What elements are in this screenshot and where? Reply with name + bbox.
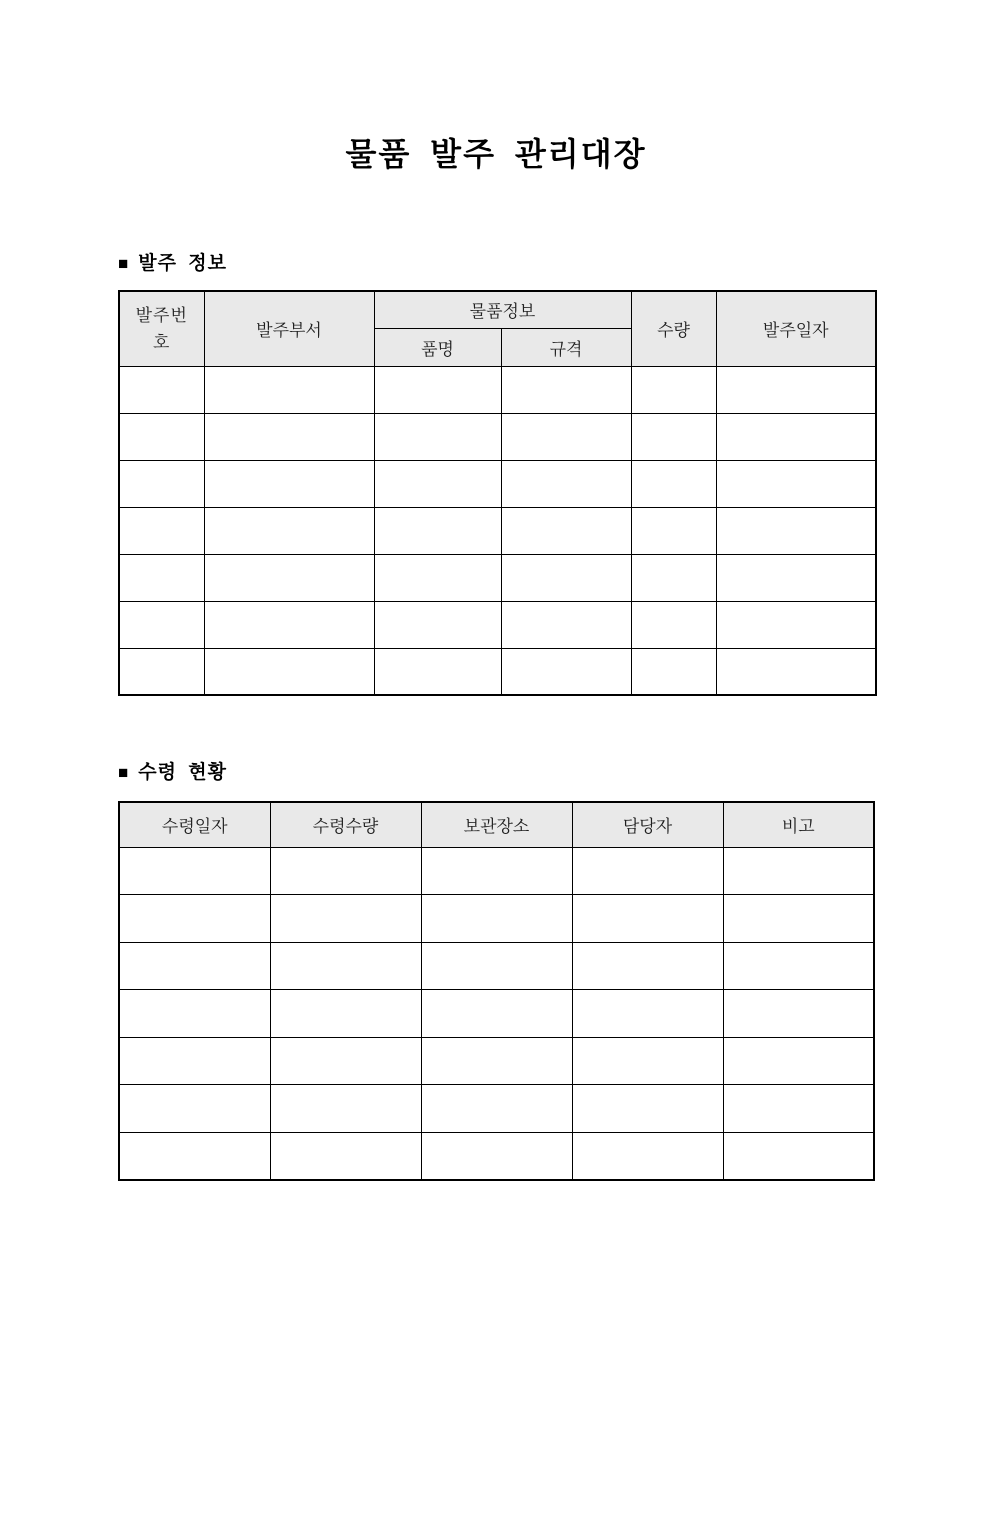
empty-cell: [119, 460, 204, 507]
empty-cell: [119, 942, 270, 990]
section-heading-label: 발주 정보: [138, 253, 227, 274]
empty-cell: [631, 460, 716, 507]
empty-cell: [204, 366, 374, 413]
empty-cell: [374, 601, 501, 648]
empty-table-row: [119, 366, 876, 413]
empty-table-row: [119, 1132, 874, 1180]
empty-cell: [572, 1037, 723, 1085]
empty-table-row: [119, 413, 876, 460]
empty-cell: [716, 648, 876, 695]
column-header-order-dept: 발주부서: [204, 291, 374, 366]
empty-table-row: [119, 942, 874, 990]
empty-cell: [501, 648, 631, 695]
empty-cell: [270, 1037, 421, 1085]
empty-cell: [631, 507, 716, 554]
empty-cell: [119, 554, 204, 601]
empty-cell: [631, 648, 716, 695]
empty-table-row: [119, 847, 874, 895]
empty-cell: [119, 1085, 270, 1133]
order-table: [118, 290, 877, 696]
empty-table-row: [119, 895, 874, 943]
empty-cell: [374, 366, 501, 413]
column-header-spec: 규격: [501, 328, 631, 366]
empty-cell: [270, 1085, 421, 1133]
empty-cell: [421, 942, 572, 990]
empty-cell: [421, 1037, 572, 1085]
empty-cell: [572, 1132, 723, 1180]
empty-cell: [716, 601, 876, 648]
receipt-table-body: [119, 847, 874, 1180]
column-header-item-info-group: 물품정보: [374, 291, 631, 328]
empty-table-row: [119, 507, 876, 554]
empty-cell: [631, 366, 716, 413]
document-page: [0, 134, 992, 1537]
empty-cell: [572, 895, 723, 943]
empty-cell: [204, 601, 374, 648]
empty-cell: [723, 1132, 874, 1180]
section-heading-order-info: [118, 253, 992, 275]
receipt-header-row: [119, 802, 874, 847]
empty-cell: [501, 601, 631, 648]
column-header-order-date: 발주일자: [716, 291, 876, 366]
empty-table-row: [119, 601, 876, 648]
empty-cell: [716, 413, 876, 460]
empty-cell: [270, 990, 421, 1038]
order-table-header: [119, 291, 876, 366]
column-header-quantity: 수량: [631, 291, 716, 366]
empty-cell: [631, 601, 716, 648]
column-header-order-no: 발주번호: [119, 291, 204, 366]
empty-cell: [374, 460, 501, 507]
empty-cell: [421, 990, 572, 1038]
empty-cell: [501, 507, 631, 554]
empty-cell: [723, 942, 874, 990]
empty-cell: [421, 1085, 572, 1133]
empty-cell: [270, 847, 421, 895]
empty-cell: [119, 507, 204, 554]
empty-table-row: [119, 1085, 874, 1133]
column-header-storage-location: 보관장소: [421, 802, 572, 847]
empty-table-row: [119, 1037, 874, 1085]
empty-cell: [119, 413, 204, 460]
empty-cell: [501, 366, 631, 413]
receipt-table: [118, 801, 875, 1181]
empty-cell: [119, 1132, 270, 1180]
empty-cell: [374, 554, 501, 601]
section-marker-icon: ■: [118, 763, 130, 782]
empty-cell: [119, 847, 270, 895]
section-heading-receipt-status: [118, 762, 992, 784]
empty-cell: [204, 648, 374, 695]
empty-cell: [572, 847, 723, 895]
empty-table-row: [119, 554, 876, 601]
empty-cell: [204, 554, 374, 601]
empty-cell: [421, 895, 572, 943]
empty-cell: [421, 1132, 572, 1180]
empty-cell: [119, 601, 204, 648]
empty-cell: [716, 554, 876, 601]
empty-cell: [119, 366, 204, 413]
page-title: 물품 발주 관리대장: [345, 136, 647, 172]
empty-cell: [631, 554, 716, 601]
empty-cell: [723, 1037, 874, 1085]
empty-cell: [716, 507, 876, 554]
column-header-receipt-qty: 수령수량: [270, 802, 421, 847]
empty-cell: [421, 847, 572, 895]
empty-cell: [631, 413, 716, 460]
empty-cell: [374, 648, 501, 695]
empty-cell: [723, 847, 874, 895]
receipt-table-header: [119, 802, 874, 847]
empty-cell: [270, 942, 421, 990]
empty-table-row: [119, 990, 874, 1038]
empty-cell: [204, 460, 374, 507]
column-header-receipt-date: 수령일자: [119, 802, 270, 847]
empty-table-row: [119, 460, 876, 507]
section-heading-label: 수령 현황: [138, 762, 227, 783]
empty-cell: [716, 460, 876, 507]
column-header-person-in-charge: 담당자: [572, 802, 723, 847]
empty-cell: [119, 895, 270, 943]
empty-cell: [374, 413, 501, 460]
empty-cell: [270, 895, 421, 943]
empty-cell: [501, 554, 631, 601]
order-header-row-1: [119, 291, 876, 328]
empty-cell: [572, 942, 723, 990]
empty-cell: [270, 1132, 421, 1180]
empty-cell: [119, 990, 270, 1038]
empty-table-row: [119, 648, 876, 695]
empty-cell: [572, 1085, 723, 1133]
empty-cell: [723, 1085, 874, 1133]
empty-cell: [204, 507, 374, 554]
empty-cell: [723, 895, 874, 943]
empty-cell: [501, 460, 631, 507]
column-header-remarks: 비고: [723, 802, 874, 847]
empty-cell: [723, 990, 874, 1038]
empty-cell: [204, 413, 374, 460]
column-header-item-name: 품명: [374, 328, 501, 366]
empty-cell: [716, 366, 876, 413]
empty-cell: [374, 507, 501, 554]
section-marker-icon: ■: [118, 254, 130, 273]
empty-cell: [572, 990, 723, 1038]
empty-cell: [119, 1037, 270, 1085]
empty-cell: [119, 648, 204, 695]
order-table-body: [119, 366, 876, 695]
empty-cell: [501, 413, 631, 460]
